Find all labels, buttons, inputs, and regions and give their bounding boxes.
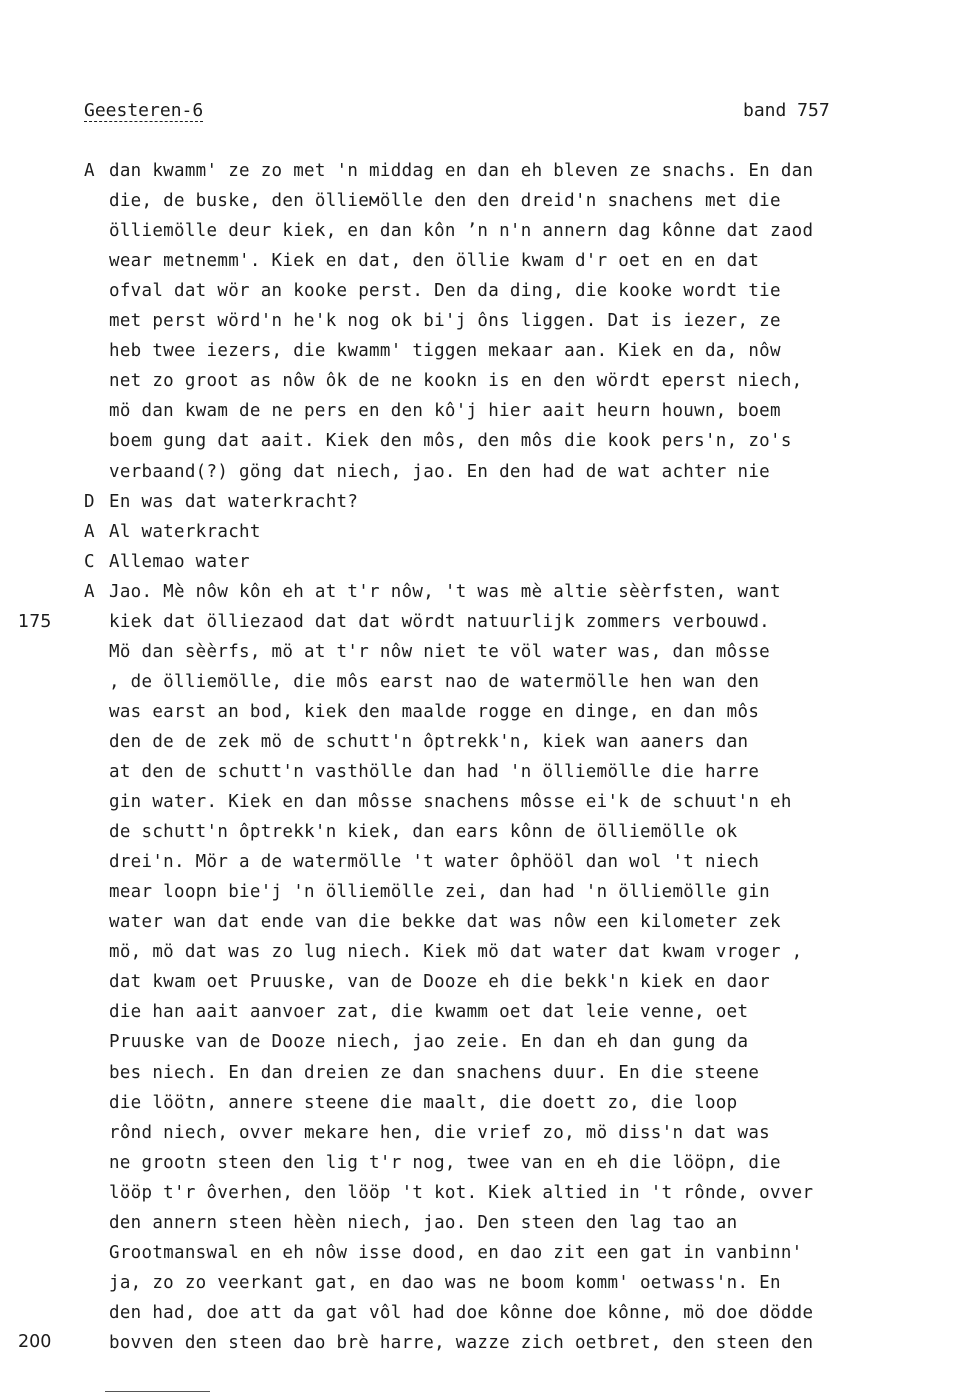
line-text: Al waterkracht [109, 521, 261, 542]
transcript-line [84, 366, 803, 396]
line-text: Mö dan sèèrfs, mö at t'r nôw niet te völ water was, dan môsse [109, 641, 770, 662]
line-text: met perst wörd'n he'k nog ok bi'j ôns liggen. Dat is iezer, ze [109, 311, 781, 332]
transcript-line [84, 967, 770, 997]
transcript-line [84, 517, 261, 547]
speaker-label: A [84, 581, 95, 602]
line-text: bes niech. En dan dreien ze dan snachens duur. En die steene [109, 1062, 760, 1083]
line-text: boem gung dat aait. Kiek den môs, den môs die kook pers'n, zo's [109, 431, 792, 452]
transcript-line [84, 276, 781, 306]
transcript-line [84, 1328, 813, 1358]
line-text: den annern steen hèèn niech, jao. Den steen den lag tao an [109, 1212, 738, 1233]
line-text: En was dat waterkracht? [109, 491, 359, 512]
line-text: die, de buske, den öllieмölle den den dreid'n snachens met die [109, 191, 781, 212]
header-location [84, 100, 203, 121]
line-text: Jao. Mè nôw kôn eh at t'r nôw, 't was mè altie sèèrfsten, want [109, 581, 781, 602]
transcript-line [84, 1208, 737, 1238]
transcript-line [84, 637, 770, 667]
line-text: mear loopn bie'j 'n ölliemölle zei, dan had 'n ölliemölle gin [109, 882, 770, 903]
line-text: lööp t'r ôverhen, den lööp 't kot. Kiek altied in 't rônde, ovver [109, 1182, 814, 1203]
transcript-line [84, 847, 759, 877]
transcript-line [84, 727, 748, 757]
line-text: die han aait aanvoer zat, die kwamm oet dat leie venne, oet [109, 1002, 749, 1023]
line-text: was earst an bod, kiek den maalde rogge en dinge, en dan môs [109, 701, 760, 722]
transcript-line [84, 1118, 770, 1148]
line-text: heb twee iezers, die kwamm' tiggen mekaar aan. Kiek en da, nôw [109, 341, 781, 362]
line-text: mö dan kwam de ne pers en den kô'j hier aait heurn houwn, boem [109, 401, 781, 422]
transcript-line [84, 1148, 781, 1178]
line-text: gin water. Kiek en dan môsse snachens môsse ei'k de schuut'n eh [109, 792, 792, 813]
line-text: ölliemölle deur kiek, en dan kôn ʼn n'n annern dag kônne dat zaod [109, 221, 814, 242]
transcript-line [84, 156, 813, 186]
line-text: kiek dat ölliezaod dat dat wördt natuurlijk zommers verbouwd. [109, 611, 770, 632]
speaker-label: D [84, 491, 95, 512]
line-text: , de ölliemölle, die môs earst nao de watermölle hen wan den [109, 671, 760, 692]
transcript-line [84, 937, 803, 967]
line-text: drei'n. Mör a de watermölle 't water ôphööl dan wol 't niech [109, 852, 760, 873]
transcript-line [84, 246, 759, 276]
transcript-line [84, 1058, 759, 1088]
transcript-line [84, 997, 748, 1027]
speaker-label: A [84, 521, 95, 542]
line-number-175: 175 [18, 612, 52, 632]
transcript-line [84, 1027, 748, 1057]
line-text: dan kwamm' ze zo met 'n middag en dan eh bleven ze snachs. En dan [109, 161, 814, 181]
transcript-line [84, 787, 792, 817]
transcript-line [84, 877, 770, 907]
transcript-line [84, 577, 781, 607]
line-text: den de de zek mö de schutt'n ôptrekk'n, kiek wan aaners dan [109, 731, 749, 752]
line-number-200: 200 [18, 1332, 52, 1352]
transcript-line [84, 817, 737, 847]
footer-rule [105, 1391, 210, 1392]
transcript-line [84, 1238, 803, 1268]
line-text: den had, doe att da gat vôl had doe kônne doe kônne, mö doe dödde [109, 1302, 814, 1323]
line-text: de schutt'n ôptrekk'n kiek, dan ears kônn de ölliemölle ok [109, 822, 738, 843]
line-text: net zo groot as nôw ôk de ne kookn is en den wördt eperst niech, [109, 371, 803, 392]
transcript-line [84, 396, 781, 426]
header-location-text: Geesteren-6 [84, 100, 204, 121]
transcript-line [84, 667, 759, 697]
transcript-line [84, 426, 792, 456]
line-text: Grootmanswal en eh nôw isse dood, en dao zit een gat in vanbinn' [109, 1242, 803, 1263]
transcript-line [84, 1178, 813, 1208]
transcript-line [84, 186, 781, 216]
transcript-line [84, 607, 770, 637]
line-text: at den de schutt'n vasthölle dan had 'n ölliemölle die harre [109, 762, 760, 782]
header-band-number: band 757 [743, 100, 830, 121]
transcript-line [84, 216, 813, 246]
speaker-label: C [84, 551, 95, 572]
transcript-line [84, 547, 250, 577]
line-text: die löötn, annere steene die maalt, die doett zo, die loop [109, 1092, 738, 1113]
transcript-line [84, 306, 781, 336]
line-text: bovven den steen dao brè harre, wazze zich oetbret, den steen den [109, 1332, 814, 1353]
transcript-line [84, 1268, 781, 1298]
line-text: Allemao water [109, 551, 250, 572]
transcript-line [84, 697, 759, 727]
transcript-line [84, 1298, 813, 1328]
line-text: ja, zo zo veerkant gat, en dao was ne boom komm' oetwass'n. En [109, 1272, 781, 1293]
line-text: ofval dat wör an kooke perst. Den da ding, die kooke wordt tie [109, 281, 781, 302]
line-text: Pruuske van de Dooze niech, jao zeie. En dan eh dan gung da [109, 1032, 749, 1053]
transcript-line [84, 487, 358, 517]
line-text: dat kwam oet Pruuske, van de Dooze eh die bekk'n kiek en daor [109, 972, 770, 993]
line-text: rônd niech, ovver mekare hen, die vrief zo, mö diss'n dat was [109, 1122, 770, 1143]
line-text: ne grootn steen den lig t'r nog, twee van en eh die lööpn, die [109, 1152, 781, 1173]
line-text: water wan dat ende van die bekke dat was nôw een kilometer zek [109, 912, 781, 933]
transcript-line [84, 907, 781, 937]
line-text: wear metnemm'. Kiek en dat, den öllie kwam d'r oet en en dat [109, 251, 760, 272]
transcript-line [84, 1088, 737, 1118]
line-text: verbaand(?) göng dat niech, jao. En den had de wat achter nie [109, 461, 770, 482]
transcript-line [84, 457, 770, 487]
transcript-line [84, 336, 781, 366]
transcript-line [84, 757, 759, 787]
speaker-label: A [84, 161, 95, 181]
line-text: mö, mö dat was zo lug niech. Kiek mö dat water dat kwam vroger , [109, 942, 803, 963]
